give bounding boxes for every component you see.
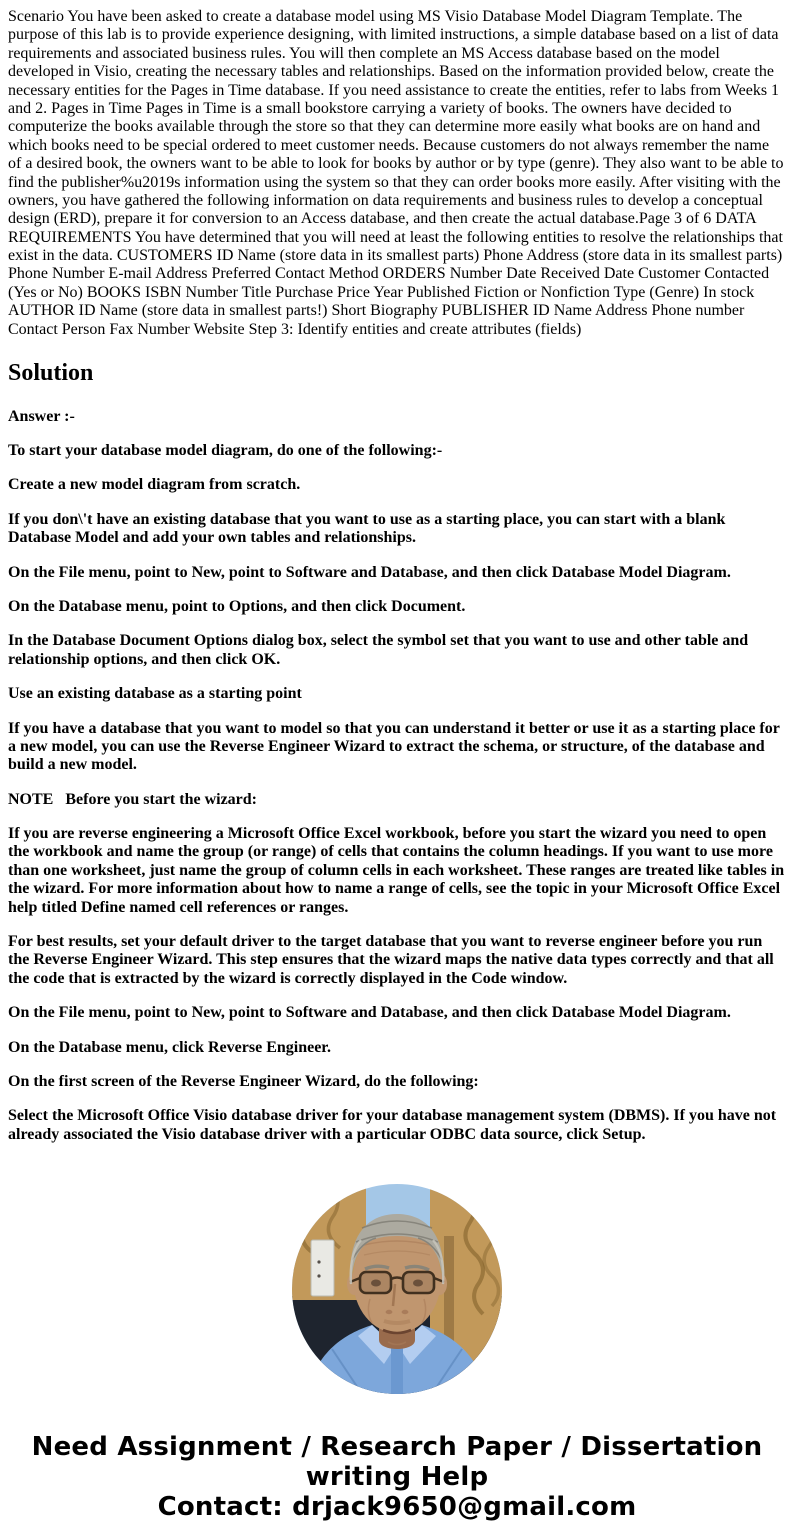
footer-heading-line-1: Need Assignment / Research Paper / Dissertation bbox=[31, 1431, 763, 1462]
solution-paragraph: On the File menu, point to New, point to Software and Database, and then click Database Model Diagram. bbox=[8, 563, 731, 581]
solution-paragraph: To start your database model diagram, do one of the following:- bbox=[8, 442, 443, 460]
solution-paragraph: On the Database menu, click Reverse Engineer. bbox=[8, 1038, 331, 1056]
solution-paragraph: If you are reverse engineering a Microsoft Office Excel workbook, before you start the wizard you need to open the workbook and name the group (or range) of cells that contains the column headings. If you want to use more than one worksheet, just name the group of column cells in each worksheet. These ranges are treated like tables in the wizard. For more information about how to name a range of cells, see the topic in your Microsoft Office Excel help titled Define named cell references or ranges. bbox=[8, 825, 785, 916]
footer-heading-line-2: writing Help bbox=[305, 1461, 489, 1492]
solution-paragraph: For best results, set your default driver to the target database that you want to reverse engineer before you run the Reverse Engineer Wizard. This step ensures that the wizard maps the native data types correctly and that all the code that is extracted by the wizard is correctly displayed in the Code window. bbox=[8, 933, 774, 987]
solution-paragraph: In the Database Document Options dialog box, select the symbol set that you want to use and other table and relationship options, and then click OK. bbox=[8, 632, 749, 668]
solution-paragraph: On the Database menu, point to Options, and then click Document. bbox=[8, 597, 466, 615]
footer-banner bbox=[8, 1432, 786, 1522]
solution-heading: Solution bbox=[8, 360, 94, 387]
scenario-paragraph: Scenario You have been asked to create a database model using MS Visio Database Model Diagram Template. The purpose of this lab is to provide experience designing, with limited instructions, a simple database based on a list of data requirements and associated business rules. You will then complete an MS Access database based on the model developed in Visio, creating the necessary tables and relationships. Based on the information provided below, create the necessary entities for the Pages in Time database. If you need assistance to create the entities, refer to labs from Weeks 1 and 2. Pages in Time Pages in Time is a small bookstore carrying a variety of books. The owners have decided to computerize the books available through the store so that they can determine more easily what books are on hand and which books need to be special ordered to meet customer needs. Because customers do not always remember the name of a desired book, the owners want to be able to look for books by author or by type (genre). They also want to be able to find the publisher%u2019s information using the system so that they can order books more easily. After visiting with the owners, you have gathered the following information on data requirements and business rules to develop a conceptual design (ERD), prepare it for conversion to an Access database, and then create the actual database.Page 3 of 6 DATA REQUIREMENTS You have determined that you will need at least the following entities to resolve the relationships that exist in the data. CUSTOMERS ID Name (store data in its smallest parts) Phone Address (store data in its smallest parts) Phone Number E-mail Address Preferred Contact Method ORDERS Number Date Received Date Customer Contacted (Yes or No) BOOKS ISBN Number Title Purchase Price Year Published Fiction or Nonfiction Type (Genre) In stock AUTHOR ID Name (store data in smallest parts!) Short Biography PUBLISHER ID Name Address Phone number Contact Person Fax Number Website Step 3: Identify entities and create attributes (fields) bbox=[8, 8, 784, 338]
profile-photo bbox=[292, 1184, 502, 1394]
solution-paragraph: On the File menu, point to New, point to Software and Database, and then click Database Model Diagram. bbox=[8, 1004, 731, 1022]
solution-paragraph: NOTE Before you start the wizard: bbox=[8, 790, 257, 808]
photo-switch-plate bbox=[311, 1240, 334, 1296]
solution-paragraph: Select the Microsoft Office Visio database driver for your database management system (DBMS). If you have not already associated the Visio database driver with a particular ODBC data source, click Setup. bbox=[8, 1107, 777, 1143]
solution-paragraph: Answer :- bbox=[8, 407, 75, 425]
solution-paragraph: On the first screen of the Reverse Engineer Wizard, do the following: bbox=[8, 1073, 479, 1090]
footer-contact-line: Contact: drjack9650@gmail.com bbox=[157, 1491, 637, 1522]
solution-paragraph: Create a new model diagram from scratch. bbox=[8, 476, 301, 494]
solution-paragraphs bbox=[8, 408, 786, 1145]
solution-paragraph: If you have a database that you want to model so that you can understand it better or use it as a starting place for a new model, you can use the Reverse Engineer Wizard to extract the schema, or structure, of the database and build a new model. bbox=[8, 719, 780, 774]
solution-paragraph: Use an existing database as a starting point bbox=[8, 685, 302, 703]
profile-photo-container bbox=[8, 1184, 786, 1399]
solution-paragraph: If you don\'t have an existing database that you want to use as a starting place, you can start with a blank Database Model and add your own tables and relationships. bbox=[8, 510, 726, 547]
